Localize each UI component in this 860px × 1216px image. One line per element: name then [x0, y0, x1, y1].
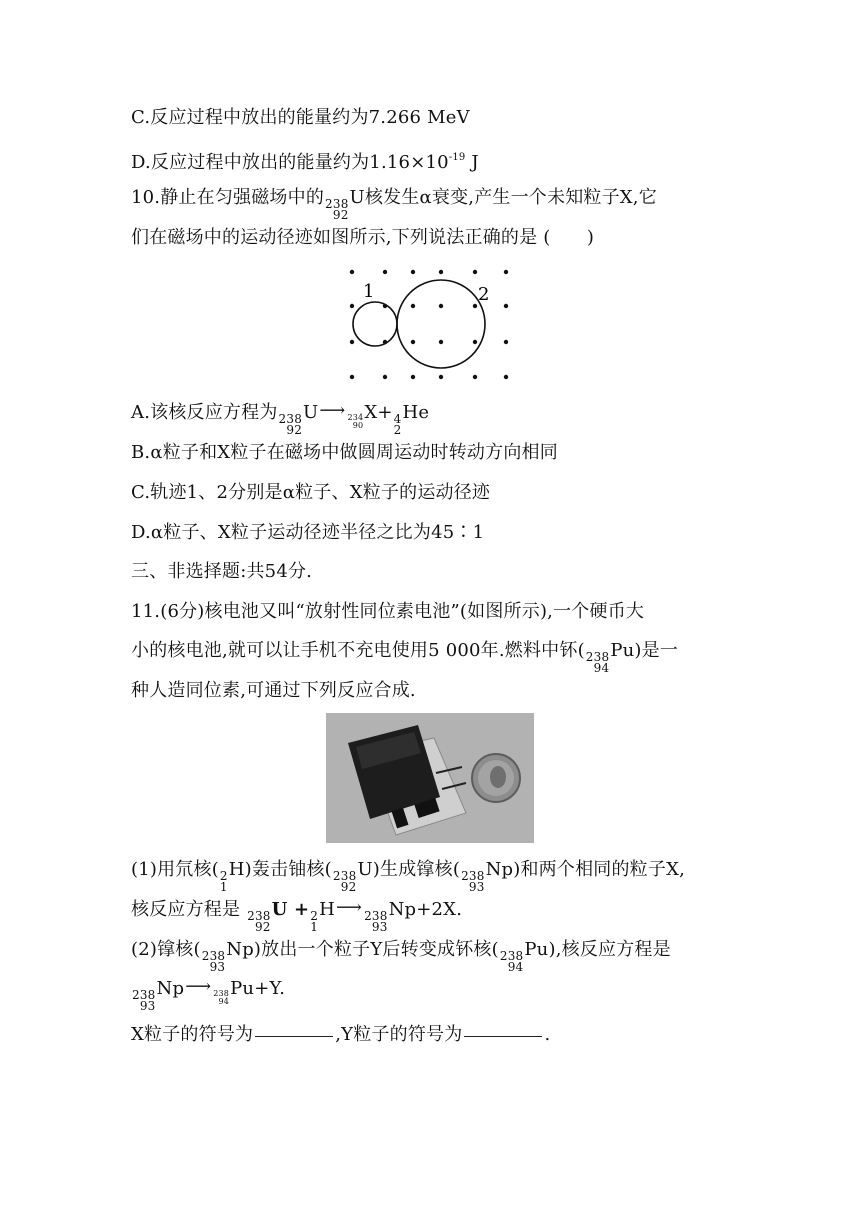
atomic-number: 92 — [332, 208, 349, 222]
answer-x-blank[interactable] — [255, 1035, 333, 1037]
nuclide-numbers — [279, 414, 303, 436]
nuclide-h2 — [220, 858, 229, 893]
mass-number: 238 — [461, 869, 485, 883]
mass-number: 238 — [278, 412, 303, 426]
answer-x-label: X粒子的符号为 — [131, 1024, 254, 1045]
nuclide-h2 — [310, 898, 319, 933]
mass-number: 238 — [499, 949, 524, 963]
option-d-unit: J — [465, 152, 479, 173]
option-d-prev — [131, 146, 479, 175]
p2-text-c: Pu),核反应方程是 — [524, 939, 671, 960]
mass-number: 238 — [213, 989, 230, 998]
q10-suffix: U核发生α衰变,产生一个未知粒子X,它 — [349, 187, 657, 208]
option-a — [131, 401, 429, 436]
atomic-number: 94 — [218, 997, 230, 1006]
arrow-icon: ⟶ — [185, 976, 212, 997]
arrow-icon: ⟶ — [319, 400, 346, 421]
mass-number: 238 — [585, 650, 610, 664]
nuclide-u238 — [325, 186, 350, 221]
option-c-prev: C.反应过程中放出的能量约为7.266 MeV — [131, 107, 470, 128]
atomic-number: 92 — [286, 423, 303, 437]
nuclide-pu238 — [213, 977, 230, 1006]
mass-number: 2 — [219, 869, 228, 883]
arrow-icon: ⟶ — [336, 897, 363, 918]
nuclide-numbers — [333, 871, 357, 893]
option-d: D.α粒子、X粒子运动径迹半径之比为45∶1 — [131, 522, 485, 543]
p2-line2-b: Pu+Y. — [230, 978, 286, 999]
p1-text-d: Np)和两个相同的粒子X, — [485, 859, 686, 880]
symbol-x: X+ — [364, 402, 393, 423]
mass-number: 2 — [310, 909, 319, 923]
mass-number: 238 — [332, 869, 357, 883]
nuclide-numbers — [325, 199, 349, 221]
nuclide-numbers — [213, 990, 229, 1006]
exponent: -19 — [448, 152, 466, 163]
atomic-number: 93 — [209, 960, 226, 974]
nuclide-u238 — [247, 898, 272, 933]
mass-number: 4 — [393, 412, 402, 426]
p2-text-b: Np)放出一个粒子Y后转变成钚核( — [226, 939, 499, 960]
nuclide-np238 — [132, 977, 157, 1012]
mass-number: 238 — [132, 988, 156, 1002]
nuclide-numbers — [132, 990, 156, 1012]
option-a-prefix: A.该核反应方程为 — [131, 402, 278, 423]
nuclide-numbers — [347, 414, 363, 430]
atomic-number: 93 — [468, 880, 485, 894]
q10-prefix: 10.静止在匀强磁场中的 — [131, 187, 325, 208]
question-11-line-2 — [131, 639, 678, 674]
nuclide-numbers — [220, 871, 228, 893]
question-11-line-1: 11.(6分)核电池又叫“放射性同位素电池”(如图所示),一个硬币大 — [131, 601, 645, 622]
option-b: B.α粒子和X粒子在磁场中做圆周运动时转动方向相同 — [131, 442, 558, 463]
answer-y-label: ,Y粒子的符号为 — [335, 1024, 463, 1045]
question-10-line-2: 们在磁场中的运动径迹如图所示,下列说法正确的是 ( ) — [131, 227, 595, 248]
p1-line2-a: 核反应方程是 — [131, 899, 247, 920]
atomic-number: 92 — [340, 880, 357, 894]
symbol-u: U + — [271, 899, 310, 920]
symbol-he: He — [402, 402, 430, 423]
atomic-number: 93 — [139, 999, 156, 1013]
nuclide-x234 — [347, 401, 364, 430]
option-c: C.轨迹1、2分别是α粒子、X粒子的运动径迹 — [131, 482, 491, 503]
symbol-h: H — [319, 899, 336, 920]
p1-text-c: U)生成镎核( — [357, 859, 461, 880]
track-1-label: 1 — [363, 281, 375, 302]
atomic-number: 94 — [507, 960, 524, 974]
answer-y-blank[interactable] — [464, 1035, 542, 1037]
nuclide-pu238 — [586, 639, 611, 674]
p1-text-b: H)轰击铀核( — [228, 859, 332, 880]
symbol-u: U — [303, 402, 319, 423]
atomic-number: 92 — [254, 920, 271, 934]
nuclide-numbers — [247, 911, 271, 933]
option-d-text: D.反应过程中放出的能量约为1.16×10 — [131, 152, 449, 173]
symbol-np: Np — [156, 978, 185, 999]
mass-number: 238 — [201, 949, 226, 963]
nuclear-battery-photo — [326, 713, 534, 843]
mass-number: 234 — [347, 413, 364, 422]
nuclide-u238 — [333, 858, 358, 893]
nuclide-numbers — [310, 911, 318, 933]
atomic-number: 1 — [310, 920, 319, 934]
atomic-number: 94 — [593, 661, 610, 675]
part-1-line-1 — [131, 858, 685, 893]
nuclide-numbers — [461, 871, 485, 893]
nuclide-numbers — [500, 951, 524, 973]
track-2-label: 2 — [478, 284, 490, 305]
nuclide-numbers — [202, 951, 226, 973]
mass-number: 238 — [325, 197, 349, 211]
p2-text-a: (2)镎核( — [131, 939, 201, 960]
atomic-number: 90 — [352, 421, 364, 430]
part-2-line-1 — [131, 938, 671, 973]
track-2-circle — [397, 280, 485, 368]
p1-text-a: (1)用氘核( — [131, 859, 219, 880]
question-11-line-3: 种人造同位素,可通过下列反应合成. — [131, 680, 416, 701]
question-10-line-1 — [131, 186, 657, 221]
nuclide-np238 — [202, 938, 227, 973]
atomic-number: 93 — [371, 920, 388, 934]
nuclide-numbers — [394, 414, 402, 436]
answer-line — [131, 1023, 550, 1047]
part-1-line-2 — [131, 898, 462, 933]
nuclide-numbers — [364, 911, 388, 933]
track-1-circle — [353, 302, 397, 346]
nuclide-u238 — [279, 401, 304, 436]
q11-text-a: 小的核电池,就可以让手机不充电使用5 000年.燃料中钚( — [131, 640, 585, 661]
mass-number: 238 — [247, 909, 271, 923]
atomic-number: 2 — [393, 423, 402, 437]
nuclide-numbers — [586, 652, 610, 674]
section-3-heading: 三、非选择题:共54分. — [131, 561, 313, 582]
atomic-number: 1 — [219, 880, 228, 894]
nuclide-he4 — [394, 401, 403, 436]
nuclide-np238 — [364, 898, 389, 933]
mass-number: 238 — [364, 909, 388, 923]
q11-text-b: Pu)是一 — [610, 640, 679, 661]
p1-line2-b: Np+2X. — [388, 899, 463, 920]
answer-end: . — [544, 1024, 551, 1045]
coin-portrait — [490, 766, 506, 788]
nuclide-np238 — [461, 858, 486, 893]
part-2-line-2 — [131, 977, 285, 1012]
nuclide-pu238 — [500, 938, 525, 973]
magnetic-field-figure — [340, 262, 520, 388]
